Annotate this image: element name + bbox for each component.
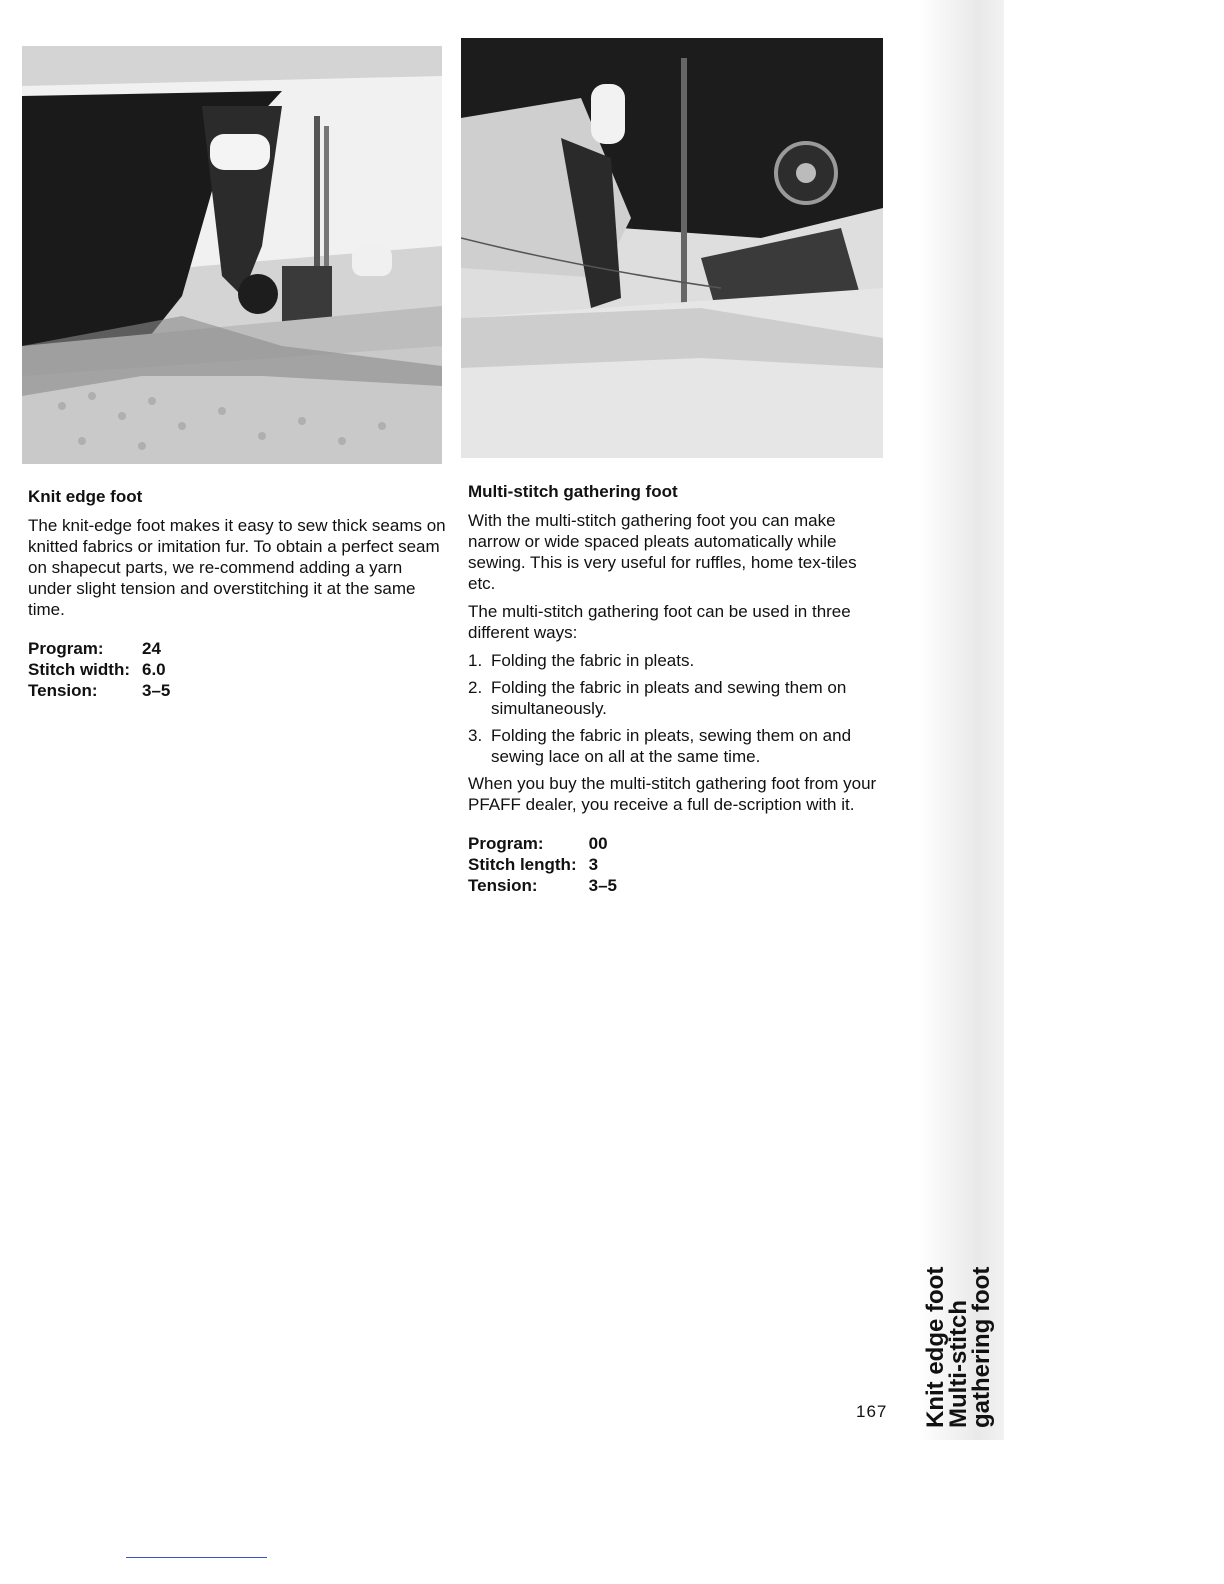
list-item-text: Folding the fabric in pleats. — [491, 651, 695, 670]
knit-edge-foot-description: The knit-edge foot makes it easy to sew thick seams on knitted fabrics or imitation fur. To obtain a perfect seam on shapecut parts, we re-commend adding a yarn under slight tension and overstitching it at the same time. — [28, 516, 446, 619]
gathering-foot-usage: The multi-stitch gathering foot can be used in three different ways: — [468, 602, 851, 642]
multi-stitch-gathering-foot-photo — [461, 38, 883, 458]
setting-stitch-width — [28, 659, 170, 680]
list-item-text: Folding the fabric in pleats and sewing them on simultaneously. — [491, 678, 847, 718]
list-item — [468, 677, 888, 719]
knit-edge-foot-settings — [28, 638, 170, 701]
setting-value: 3 — [588, 855, 599, 874]
gathering-foot-heading: Multi-stitch gathering foot — [468, 482, 678, 501]
setting-value: 00 — [588, 834, 608, 853]
setting-label: Stitch length: — [468, 855, 577, 874]
setting-label: Program: — [28, 639, 104, 658]
setting-label: Stitch width: — [28, 660, 130, 679]
setting-stitch-length — [468, 854, 617, 875]
setting-program — [468, 833, 617, 854]
setting-value: 24 — [141, 639, 161, 658]
side-tab-line: Knit edge foot — [922, 1266, 949, 1428]
list-item — [468, 725, 888, 767]
footer-rule — [126, 1557, 267, 1558]
list-item — [468, 650, 888, 671]
side-tab-line: gathering foot — [968, 1266, 995, 1428]
list-item-number: 2. — [468, 678, 483, 697]
setting-program — [28, 638, 170, 659]
gathering-foot-intro: With the multi-stitch gathering foot you can make narrow or wide spaced pleats automatically while sewing. This is very useful for ruffles, home tex-tiles etc. — [468, 511, 857, 593]
knit-edge-foot-heading: Knit edge foot — [28, 487, 143, 506]
side-tab-label — [924, 1267, 993, 1428]
setting-label: Program: — [468, 834, 544, 853]
gathering-foot-settings — [468, 833, 617, 896]
knit-edge-foot-section — [28, 486, 448, 701]
setting-label: Tension: — [28, 681, 98, 700]
setting-tension — [468, 875, 617, 896]
gathering-foot-dealer-note: When you buy the multi-stitch gathering foot from your PFAFF dealer, you receive a full de-scription with it. — [468, 774, 877, 814]
setting-value: 3–5 — [588, 876, 617, 895]
side-tab-background — [918, 0, 1004, 1440]
list-item-number: 3. — [468, 726, 483, 745]
gathering-foot-ways-list — [468, 650, 888, 767]
setting-value: 6.0 — [141, 660, 166, 679]
knit-edge-foot-photo — [22, 46, 442, 464]
side-tab-line: Multi-stitch — [945, 1300, 972, 1428]
setting-tension — [28, 680, 170, 701]
page-number: 167 — [856, 1402, 888, 1421]
setting-label: Tension: — [468, 876, 538, 895]
multi-stitch-gathering-foot-section — [468, 481, 888, 896]
list-item-text: Folding the fabric in pleats, sewing them on and sewing lace on all at the same time. — [491, 726, 852, 766]
setting-value: 3–5 — [141, 681, 171, 700]
list-item-number: 1. — [468, 651, 483, 670]
